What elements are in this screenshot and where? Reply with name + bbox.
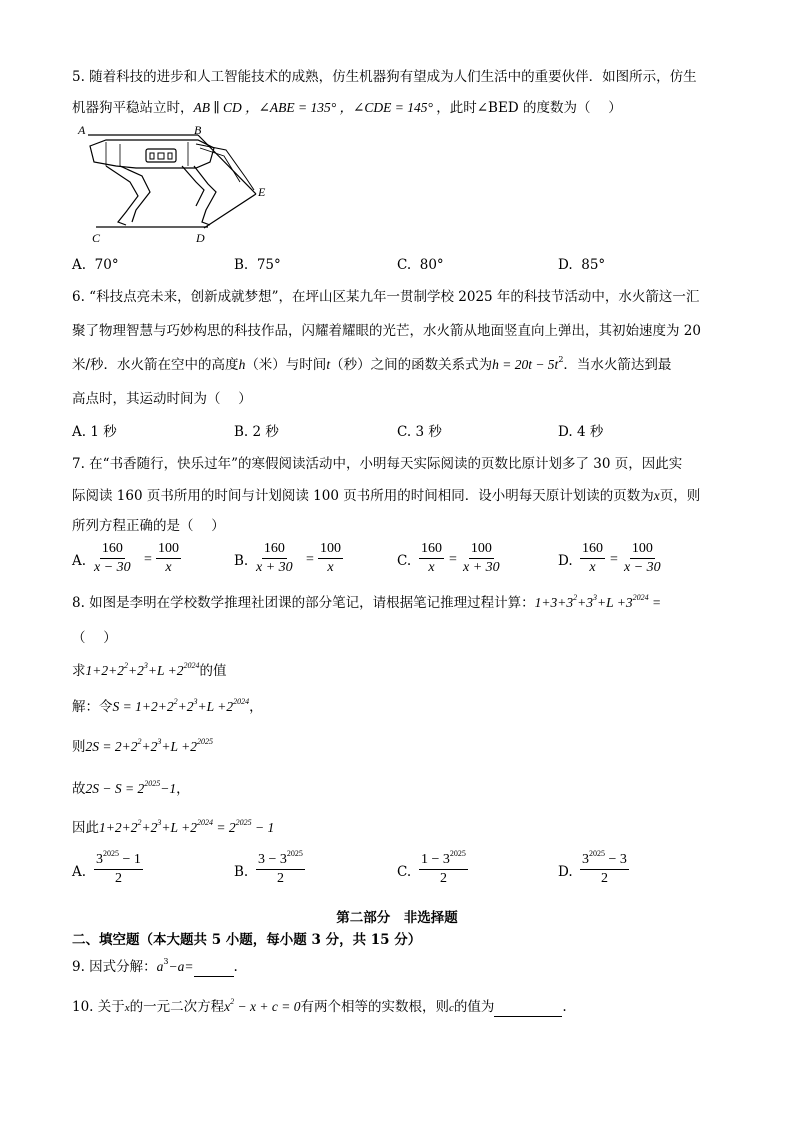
q5-option-d[interactable]: D. 85° [558, 257, 606, 273]
q5-question-text: ，此时∠BED 的度数为（ ） [436, 100, 622, 116]
q8-options [72, 849, 722, 892]
q5-option-a[interactable]: A. 70° [72, 257, 119, 273]
q8-option-a[interactable]: A. $\frac{3^{2025} - 1}{2}$ [72, 849, 141, 886]
q7-line1: 7. 在“书香随行，快乐过年”的寒假阅读活动中，小明每天实际阅读的页数比原计划多了 30 页，因此实 [72, 456, 683, 472]
q7-option-d[interactable]: D. $\frac{160}{x}$ = $\frac{100}{x - 30}$ [558, 541, 661, 575]
q8-line2: （ ） [72, 630, 117, 646]
label-d: D [196, 231, 205, 245]
q6-option-d[interactable]: D. 4 秒 [558, 424, 604, 440]
q8-note-line4: 故$2S - S = 2^{2025}-1$， [72, 779, 190, 797]
q5-stem-line2 [72, 99, 622, 117]
q7-line2: 际阅读 160 页书所用的时间与计划阅读 100 页书所用的时间相同．设小明每天原计划读的页数为x页，则 [72, 488, 701, 504]
q9-answer-blank[interactable] [194, 958, 234, 977]
q6-line2: 聚了物理智慧与巧妙构思的科技作品，闪耀着耀眼的光芒，水火箭从地面竖直向上弹出，其初始速度为 20 [72, 323, 701, 339]
q10-answer-blank[interactable] [494, 998, 562, 1017]
q8-line1: 8. 如图是李明在学校数学推理社团课的部分笔记，请根据笔记推理过程计算：$1+3+3^2+3^3+L +3^{2024}$ = [72, 593, 662, 611]
q7-options [72, 541, 722, 581]
q8-option-d[interactable]: D. $\frac{3^{2025} - 3}{2}$ [558, 849, 627, 886]
q5-option-c[interactable]: C. 80° [397, 257, 444, 273]
q10-line: 10. 关于x的一元二次方程$x^2 - x + c = 0$有两个相等的实数根，则c的值为 . [72, 997, 567, 1015]
q8-note-line3: 则$2S = 2+2^2+2^3+L +2^{2025}$ [72, 737, 213, 755]
q8-option-c[interactable]: C. $\frac{1 - 3^{2025}}{2}$ [397, 849, 466, 886]
q6-option-c[interactable]: C. 3 秒 [397, 424, 442, 440]
q6-line4: 高点时，其运动时间为（ ） [72, 391, 252, 407]
part2-title: 第二部分 非选择题 [336, 910, 458, 926]
label-c: C [92, 231, 101, 245]
q10-equation: $x^2 - x + c = 0$ [224, 997, 301, 1014]
q9-line: 9. 因式分解：$a^3-a=$ . [72, 957, 238, 975]
q7-option-b[interactable]: B. $\frac{160}{x + 30}$ = $\frac{100}{x}$ [234, 541, 341, 575]
q5-condition-math: AB ∥ CD ，∠ABE = 135° ，∠CDE = 145° [193, 100, 437, 115]
q8-note-line2: 解：令$S = 1+2+2^2+2^3+L +2^{2024}$， [72, 697, 263, 715]
label-e: E [258, 185, 266, 199]
label-a: A [78, 126, 86, 137]
label-b: B [194, 126, 202, 137]
q8-series: $1+3+3^2+3^3+L +3^{2024}$ = [534, 593, 662, 610]
q8-option-b[interactable]: B. $\frac{3 - 3^{2025}}{2}$ [234, 849, 303, 886]
q5-stem-text: 机器狗平稳站立时， [72, 100, 194, 116]
q5-option-b[interactable]: B. 75° [234, 257, 281, 273]
q5-stem-line1: 5. 随着科技的进步和人工智能技术的成熟，仿生机器狗有望成为人们生活中的重要伙伴．如图所示，仿生 [72, 69, 697, 85]
q8-note-line1: 求$1+2+2^2+2^3+L +2^{2024}$的值 [72, 661, 227, 679]
q7-option-c[interactable]: C. $\frac{160}{x}$ = $\frac{100}{x + 30}$ [397, 541, 500, 575]
q6-formula: h = 20t − 5t [492, 357, 559, 372]
q7-option-a[interactable]: A. $\frac{160}{x - 30}$ = $\frac{100}{x}$ [72, 541, 179, 575]
section2-title: 二、填空题（本大题共 5 小题，每小题 3 分，共 15 分） [72, 932, 422, 948]
q6-line1: 6. “科技点亮未来，创新成就梦想”，在坪山区某九年一贯制学校 2025 年的科技节活动中，水火箭这一汇 [72, 289, 700, 305]
q5-figure [76, 126, 276, 246]
q7-line3: 所列方程正确的是（ ） [72, 518, 225, 534]
q6-line3: 米/秒．水火箭在空中的高度h（米）与时间t（秒）之间的函数关系式为$h = 20t - 5t^2$．当水火箭达到最 [72, 355, 672, 373]
robot-dog-figure [76, 126, 276, 246]
q8-note-line5: 因此$1+2+2^2+2^3+L +2^{2024} = 2^{2025} - 1$ [72, 818, 275, 836]
q6-option-b[interactable]: B. 2 秒 [234, 424, 279, 440]
q6-option-a[interactable]: A. 1 秒 [72, 424, 117, 440]
